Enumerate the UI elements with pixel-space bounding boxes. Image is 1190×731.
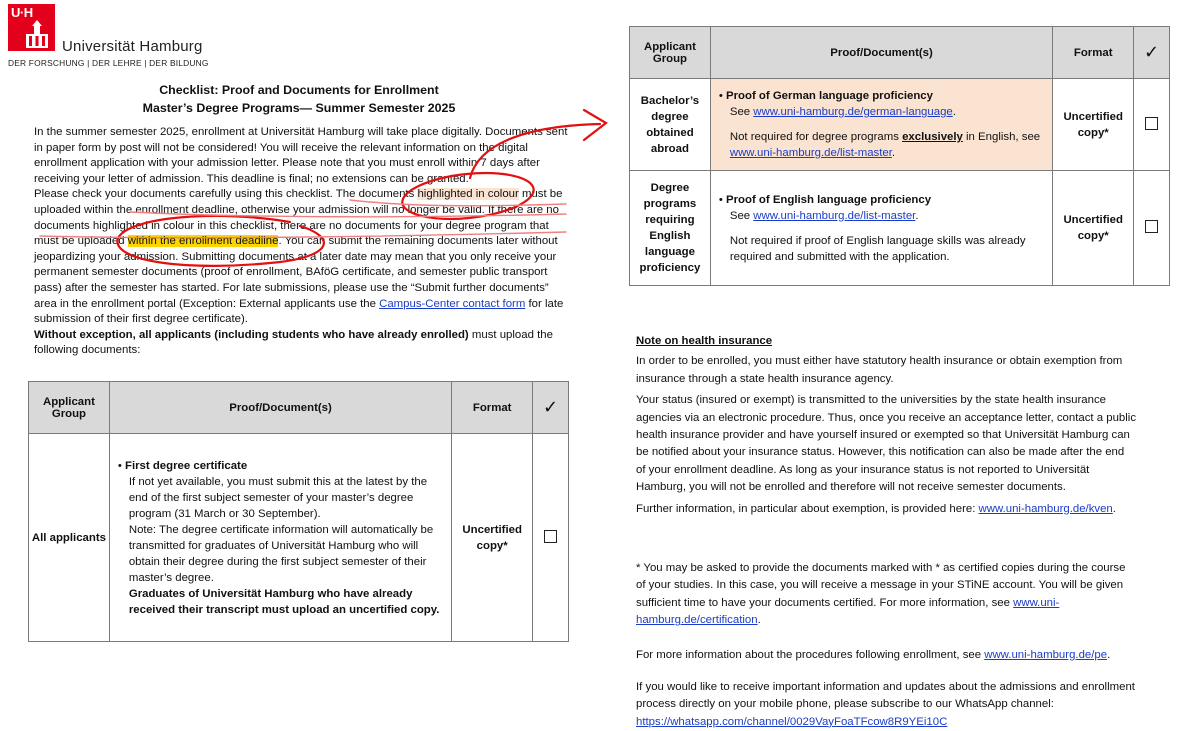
document-see (719, 208, 1046, 224)
see-label: See (729, 209, 754, 222)
checkmark-icon: ✓ (543, 397, 559, 417)
whatsapp-channel-link[interactable]: https://whatsapp.com/channel/0029VayFoaTFcow8R9YEi10C (636, 715, 948, 728)
checklist-table-language (629, 26, 1170, 286)
table-row (630, 171, 1170, 286)
checkbox-cell (533, 434, 569, 642)
see-label: See (729, 106, 754, 118)
header-check (533, 382, 569, 434)
checklist-title: Checklist: Proof and Documents for Enrollment (159, 83, 439, 97)
document-bullet (118, 458, 445, 474)
header-format: Format (452, 382, 533, 434)
footnote-procedures (636, 647, 1136, 664)
intro-p2-part-d: for late submission of their first degree certificate). (34, 297, 564, 326)
see-end: . (915, 209, 919, 222)
footnote-whatsapp: If you would like to receive important information and updates about the admissions and enrollment process directly on your mobile phone, please subscribe to our WhatsApp channel: (636, 681, 1135, 711)
see-end: . (952, 106, 956, 118)
checkbox[interactable] (1145, 220, 1158, 233)
list-master-link[interactable]: www.uni-hamburg.de/list-master (753, 209, 916, 222)
table-row (29, 434, 569, 642)
header-check (1134, 27, 1170, 79)
footnote-certified (636, 560, 1136, 630)
intro-p3-rest: must upload the following documents: (34, 328, 553, 357)
footnote-2-text: For more information about the procedures following enrollment, see (636, 648, 985, 661)
certification-link[interactable]: www.uni-hamburg.de/certification (636, 596, 1060, 627)
intro-p2-part-a: Please check your documents carefully using this checklist. The documents (34, 188, 418, 201)
intro-p2-part-c: . You can submit the remaining documents later without jeopardizing your admission. Submitting documents at a later date may mean that you only receive your permanent semester documents (proof of enrollment, BAföG certificate, and semester public transport pass) after the semester has started. For late submissions, please use the “Submit further documents” area in the enrollment portal (Exception: External applicants use the (34, 235, 558, 310)
table-row (630, 79, 1170, 171)
checklist-subtitle: Master’s Degree Programs— Summer Semester 2025 (142, 101, 456, 115)
highlight-deadline-text: within the enrollment deadline (127, 235, 279, 248)
university-name: Universität Hamburg (62, 38, 203, 55)
health-paragraph-3 (636, 501, 1136, 518)
format-cell: Uncertified copy* (1053, 79, 1134, 171)
document-bullet (719, 88, 1046, 104)
bullet-icon: • (718, 193, 726, 206)
document-text-1: If not yet available, you must submit this at the latest by the end of the first subject semester of your master’s degree program (31 March or 30 September). (128, 475, 428, 520)
note-emphasis: exclusively (902, 131, 963, 143)
checklist-table-all-applicants (28, 381, 569, 642)
document-bullet (719, 192, 1046, 208)
checkbox-cell (1134, 171, 1170, 286)
header-format: Format (1053, 27, 1134, 79)
intro-paragraph-3 (34, 328, 574, 359)
group-cell: Bachelor’s degree obtained abroad (630, 79, 711, 171)
health-p3-text: Further information, in particular about exemption, is provided here: (636, 502, 979, 515)
intro-text (34, 125, 574, 359)
intro-p2-part-b: must be uploaded within the enrollment deadline, otherwise your admission will no longer be valid. If there are no documents highlighted in colour in this checklist, there are no documents for your degree program that must be uploaded (34, 188, 563, 248)
logo-mark-text: U·H (11, 5, 33, 20)
header-document: Proof/Document(s) (710, 27, 1052, 79)
document-title: Proof of English language proficiency (726, 193, 932, 206)
group-cell: All applicants (29, 434, 110, 642)
annotation-arrow-head (584, 110, 606, 140)
checkmark-icon: ✓ (1144, 42, 1160, 62)
document-note (719, 129, 1046, 161)
campus-center-link[interactable]: Campus-Center contact form (379, 297, 526, 310)
university-tagline: DER FORSCHUNG | DER LEHRE | DER BILDUNG (8, 58, 209, 68)
document-text-2: Note: The degree certificate information will automatically be transmitted for graduates of Universität Hamburg who will obtain their degree during the first subject semester of their master’s degree. (128, 523, 434, 584)
list-master-link[interactable]: www.uni-hamburg.de/list-master (729, 147, 892, 159)
document-cell (710, 171, 1052, 286)
kven-link[interactable]: www.uni-hamburg.de/kven (978, 502, 1113, 515)
intro-p3-bold: Without exception, all applicants (including students who have already enrolled) (34, 328, 469, 341)
note-part-a: Not required for degree programs (729, 131, 903, 143)
document-cell (109, 434, 451, 642)
document-title: Proof of German language proficiency (726, 90, 933, 102)
document-cell-highlighted (710, 79, 1052, 171)
document-title: First degree certificate (125, 459, 248, 472)
health-paragraph-2: Your status (insured or exempt) is transmitted to the universities by the state health insurance agencies via an electronic procedure. Thus, once you receive an acceptance letter, contact a public health insurance provider and have yourself insured or exempted so that Universität Hamburg can be notified about your insurance status. However, this notification can also be made after the end of your enrollment deadline. As long as your insurance status is not reported to Universität Hamburg, you will not be enrolled and therefore will not receive semester documents. (636, 394, 1137, 494)
building-icon (8, 4, 55, 51)
health-insurance-note (636, 333, 1136, 518)
intro-paragraph-2 (34, 187, 574, 327)
document-text-3: Graduates of Universität Hamburg who have already received their transcript must upload an uncertified copy. (128, 587, 440, 616)
checkbox[interactable] (544, 530, 557, 543)
german-language-link[interactable]: www.uni-hamburg.de/german-language (753, 106, 953, 118)
note-end: . (891, 147, 896, 159)
uh-logo-mark (8, 4, 55, 51)
footnote-2-end: . (1107, 648, 1111, 661)
table-header-row (29, 382, 569, 434)
health-p3-end: . (1112, 502, 1116, 515)
whatsapp-link-line (636, 714, 1136, 731)
checkbox[interactable] (1145, 117, 1158, 130)
header-group: Applicant Group (630, 27, 711, 79)
bullet-icon: • (117, 459, 125, 472)
format-cell: Uncertified copy* (1053, 171, 1134, 286)
footnote-1-end: . (757, 614, 761, 627)
footnote-1-text: * You may be asked to provide the documents marked with * as certified copies during the course of your studies. In this case, you will receive a message in your STiNE account. You will be given sufficient time to have your documents certified. For more information, see (636, 562, 1126, 609)
checkbox-cell (1134, 79, 1170, 171)
note-part-b: in English, see (962, 131, 1041, 143)
header-group: Applicant Group (29, 382, 110, 434)
header-document: Proof/Document(s) (109, 382, 451, 434)
table-header-row (630, 27, 1170, 79)
intro-paragraph-1: In the summer semester 2025, enrollment at Universität Hamburg will take place digitally. Documents sent in paper form by post will not be considered! You will receive the relevant information on the digital enrollment application with your admission letter. Please note that you must enroll within 7 days after receiving your letter of admission. This deadline is final; no extensions can be granted. (34, 126, 568, 185)
highlight-colour-text: highlighted in colour (417, 188, 519, 201)
group-cell: Degree programs requiring English language proficiency (630, 171, 711, 286)
pe-link[interactable]: www.uni-hamburg.de/pe (984, 648, 1108, 661)
university-logo (8, 4, 218, 70)
format-cell: Uncertified copy* (452, 434, 533, 642)
health-heading: Note on health insurance (636, 335, 773, 347)
bullet-icon: • (718, 90, 726, 102)
health-paragraph-1: In order to be enrolled, you must either have statutory health insurance or obtain exemption from insurance through a state health insurance agency. (636, 355, 1123, 385)
document-note: Not required if proof of English language skills was already required and submitted with the application. (729, 234, 1026, 263)
document-see (719, 104, 1046, 120)
footnotes (636, 560, 1136, 731)
